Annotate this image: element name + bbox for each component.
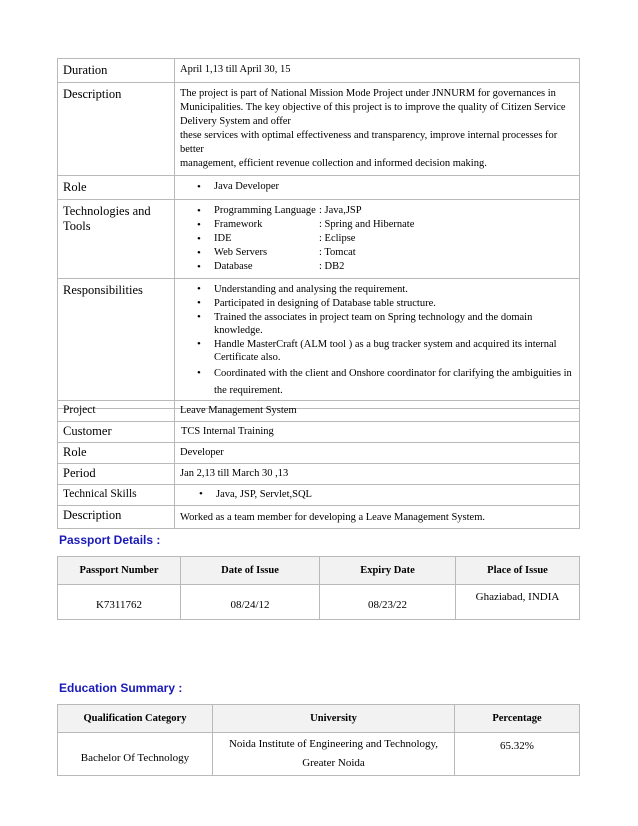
skills-value [175, 485, 580, 506]
list-item: • Java Developer [214, 180, 574, 194]
duration-label: Duration [58, 59, 175, 83]
tech-val: : Tomcat [319, 247, 356, 258]
project-details-table [57, 58, 580, 409]
description-line: management, efficient revenue collection and informed decision making. [180, 158, 487, 169]
list-item [214, 260, 574, 274]
project-summary-table [57, 400, 580, 529]
tech-val: : DB2 [319, 261, 345, 272]
table-header-row [58, 557, 580, 585]
passport-number: K7311762 [58, 585, 181, 620]
tech-key: Framework [214, 219, 263, 230]
list-item: • Trained the associates in project team on Spring technology and the domain knowledge. [214, 311, 574, 337]
project-label: Project [58, 401, 175, 422]
column-header: Qualification Category [58, 705, 213, 733]
table-row [58, 59, 580, 83]
university-line: Noida Institute of Engineering and Technology, [228, 738, 439, 750]
list-item: • Participated in designing of Database table structure. [214, 297, 574, 310]
passport-table [57, 556, 580, 620]
table-row [58, 733, 580, 776]
table-row [58, 279, 580, 409]
place-of-issue: Ghaziabad, INDIA [456, 585, 580, 620]
technologies-value [175, 200, 580, 279]
duration-value: April 1,13 till April 30, 15 [175, 59, 580, 83]
list-item: • Understanding and analysing the requirement. [214, 283, 574, 296]
role-value: Developer [175, 443, 580, 464]
education-table [57, 704, 580, 776]
role-value [175, 176, 580, 200]
table-row [58, 401, 580, 422]
list-item: • Handle MasterCraft (ALM tool ) as a bug tracker system and acquired its internal Certificate also. [214, 338, 574, 364]
table-row [58, 464, 580, 485]
description-label: Description [58, 506, 175, 529]
description-line: Delivery System and offer [180, 116, 291, 127]
list-item [214, 232, 574, 246]
expiry-date: 08/23/22 [320, 585, 456, 620]
tech-key: IDE [214, 233, 232, 244]
list-item [214, 218, 574, 232]
column-header: Expiry Date [320, 557, 456, 585]
passport-section-title: Passport Details : [59, 533, 161, 547]
technologies-label: Technologies and Tools [58, 200, 175, 279]
skills-label: Technical Skills [58, 485, 175, 506]
column-header: Percentage [455, 705, 580, 733]
table-row [58, 585, 580, 620]
list-item: • Java, JSP, Servlet,SQL [216, 486, 574, 503]
tech-val: : Java,JSP [319, 205, 362, 216]
description-value [175, 83, 580, 176]
description-line: these services with optimal effectiveness and transparency, improve internal processes for better [180, 130, 558, 155]
column-header: Place of Issue [456, 557, 580, 585]
percentage: 65.32% [455, 733, 580, 776]
university [213, 733, 455, 776]
customer-label: Customer [58, 422, 175, 443]
description-label: Description [58, 83, 175, 176]
period-label: Period [58, 464, 175, 485]
tech-key: Programming Language [214, 205, 316, 216]
customer-value: TCS Internal Training [175, 422, 580, 443]
list-item [214, 246, 574, 260]
description-line: Municipalities. The key objective of this project is to improve the quality of Citizen Service [180, 102, 566, 113]
table-row [58, 176, 580, 200]
project-value: Leave Management System [175, 401, 580, 422]
tech-val: : Eclipse [319, 233, 356, 244]
table-row [58, 485, 580, 506]
list-item [214, 204, 574, 218]
description-line: The project is part of National Mission Mode Project under JNNURM for governances in [180, 88, 556, 99]
responsibilities-value [175, 279, 580, 409]
tech-key: Web Servers [214, 247, 268, 258]
table-header-row [58, 705, 580, 733]
qualification: Bachelor Of Technology [58, 733, 213, 776]
table-row [58, 506, 580, 529]
table-row [58, 83, 580, 176]
list-item: • Coordinated with the client and Onshore coordinator for clarifying the ambiguities in the requirement. [214, 365, 574, 399]
date-of-issue: 08/24/12 [181, 585, 320, 620]
table-row [58, 422, 580, 443]
tech-key: Database [214, 261, 253, 272]
description-value: Worked as a team member for developing a Leave Management System. [175, 506, 580, 529]
column-header: University [213, 705, 455, 733]
responsibilities-label: Responsibilities [58, 279, 175, 409]
tech-val: : Spring and Hibernate [319, 219, 415, 230]
table-row [58, 200, 580, 279]
role-label: Role [58, 176, 175, 200]
column-header: Passport Number [58, 557, 181, 585]
university-line: Greater Noida [302, 757, 365, 769]
role-label: Role [58, 443, 175, 464]
column-header: Date of Issue [181, 557, 320, 585]
table-row [58, 443, 580, 464]
education-section-title: Education Summary : [59, 681, 183, 695]
period-value: Jan 2,13 till March 30 ,13 [175, 464, 580, 485]
